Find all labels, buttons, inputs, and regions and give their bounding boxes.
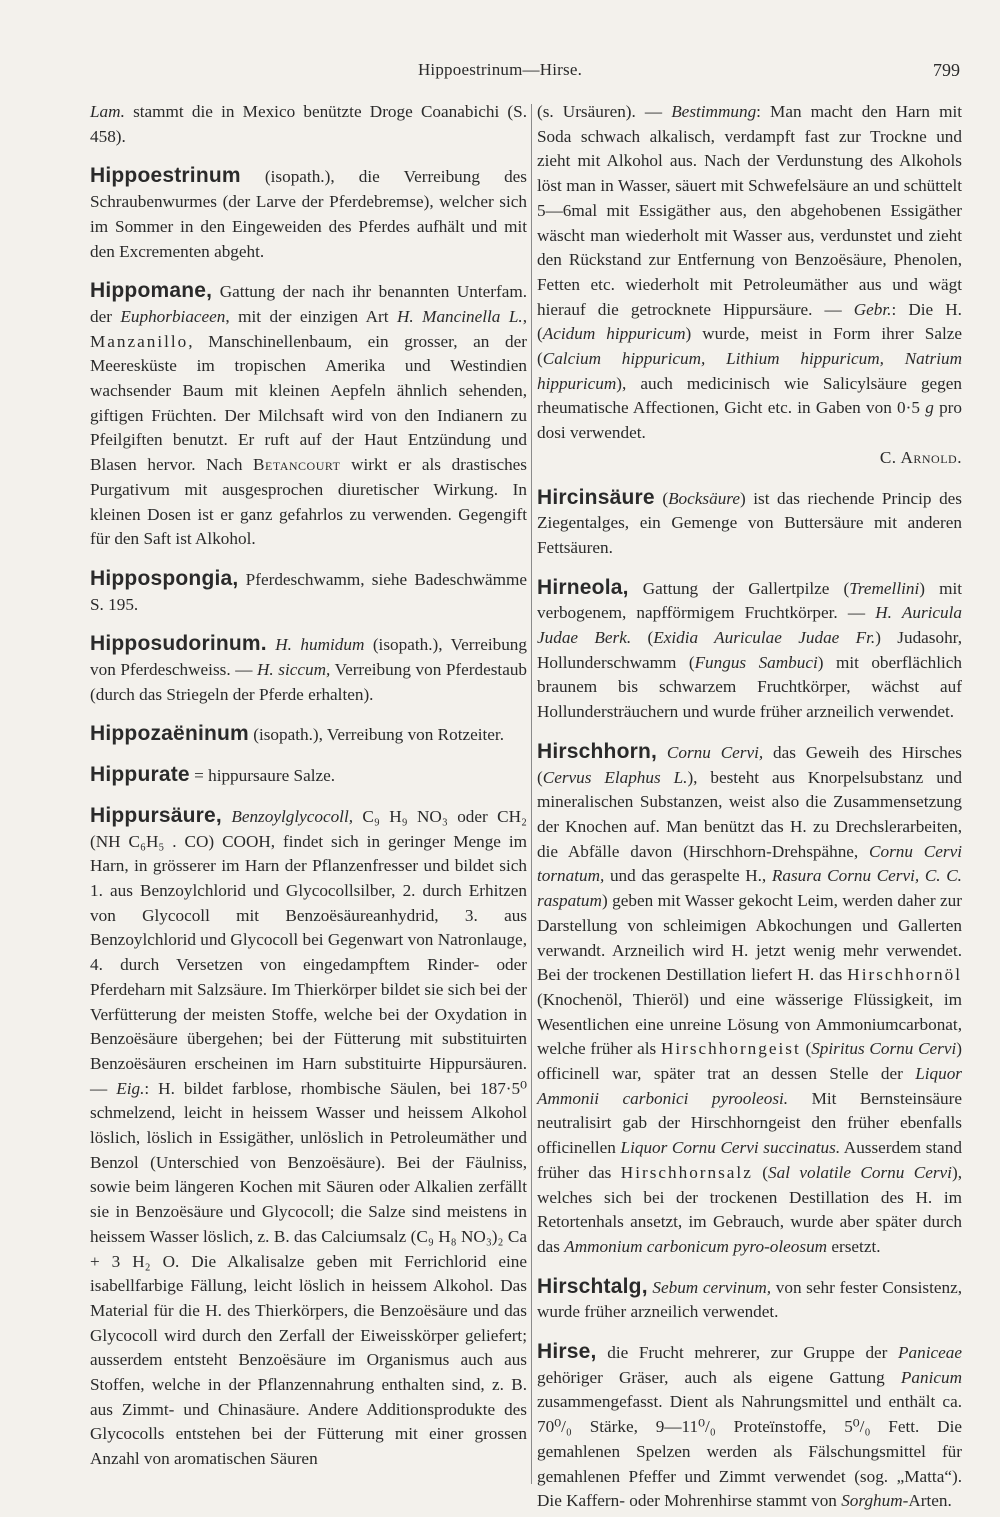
entry-hippomane: Hippomane, Gattung der nach ihr benannten Unterfam. der Euphorbiaceen, mit der einzigen Art H. Mancinella L., Manzanillo, Manschinellenbaum, ein grosser, an der Meeresküste im tropischen Amerika und Westindien wachsender Baum mit kleinen Aepfeln ähnlich sehenden, giftigen Früchten. Der Milchsaft wird von den Indianern zu Pfeilgiften benutzt. Er ruft auf der Haut Entzündung und Blasen hervor. Nach Betancourt wirkt er als drastisches Purgativum mit ausgesprochen diuretischer Wirkung. In kleinen Dosen ist er ganz gefahrlos zu verwenden. Gegengift für den Saft ist Alkohol. — [90, 279, 527, 549]
headword: Hippospongia, — [90, 566, 239, 590]
headword: Hippozaëninum — [90, 722, 249, 746]
entry-hircinsaeure: Hircinsäure (Bocksäure) ist das riechende Princip des Ziegentalges, ein Gemenge von Buttersäure mit anderen Fettsäuren. — [537, 485, 962, 557]
headword: Hippursäure, — [90, 803, 222, 827]
headword: Hippoestrinum — [90, 164, 241, 188]
entry-hipposudorinum: Hipposudorinum. H. humidum (isopath.), Verreibung von Pferdeschweiss. — H. siccum, Verreibung von Pferdestaub (durch das Striegeln der Pferde erhalten). — [90, 632, 528, 704]
entry-hippursaeure: Hippursäure, Benzoylglycocoll, C₉ H₉ NO₃ oder CH₂ (NH C₆H₅ . CO) COOH, findet sich in geringer Menge im Harn, in grösserer im Harn der Pflanzenfresser und bildet sich 1. aus Benzoylchlorid und Glycocollsilber, 2. durch Erhitzen von Glycocoll mit Benzoësäureanhydrid, 3. aus Benzoylchlorid und Glycocoll bei Gegenwart von Natronlauge, 4. durch Versetzen von eingedampftem Rinder- oder Pferdeharn mit Salzsäure. Im Thierkörper bildet sie sich bei der Verfütterung der meisten Stoffe, welche bei der Oxydation in Benzoësäure übergehen; bei der Fütterung mit substituirten Benzoësäuren erscheinen im Harn substituirte Hippursäuren. — Eig.: H. bildet farblose, rhombische Säulen, bei 187·5⁰ schmelzend, leicht in heissem Wasser und heissem Alkohol löslich, löslich in Essigäther, unlöslich in Petroleumäther und Benzol (Unterschied von Benzoësäure). Bei der Fäulniss, sowie beim längeren Kochen mit Säuren oder Alkalien zerfällt sie in Benzoësäure und Glycocoll; die Salze sind meistens in heissem Wasser löslich, z. B. das Calciumsalz (C₉ H₈ NO₃)₂ Ca + 3 H₂ O. Die Alkalisalze geben mit Ferrichlorid eine isabellfarbige Fällung, leicht löslich in heissem Alkohol. Das Material für die H. des Thierkörpers, die Benzoësäure und das Glycocoll wird durch den Zerfall der Eiweisskörper geliefert; ausserdem entsteht Benzoësäure im Organismus auch aus Stoffen, welche in der Pflanzennahrung enthalten sind, z. B. aus Zimmt- und Chinasäure. Andere Additionsprodukte des Glycocolls entstehen bei der Fütterung mit einer grossen Anzahl von aromatischen Säuren — [90, 803, 528, 1469]
entry-hippospongia: Hippospongia, Pferdeschwamm, siehe Badeschwämme S. 195. — [90, 566, 527, 614]
left-column — [90, 100, 527, 1472]
page-header — [0, 60, 1000, 86]
headword: Hippurate — [90, 763, 190, 787]
entry-hippurate: Hippurate = hippursaure Salze. — [90, 763, 336, 787]
entry-hirschhorn: Hirschhorn, Cornu Cervi, das Geweih des Hirsches (Cervus Elaphus L.), besteht aus Knorpelsubstanz und mineralischen Substanzen, weist also die Zusammensetzung der Knochen auf. Man benützt das H. zu Drechslerarbeiten, die Abfälle davon (Hirschhorn-Drehspähne, Cornu Cervi tornatum, und das geraspelte H., Rasura Cornu Cervi, C. C. raspatum) geben mit Wasser gekocht Leim, werden daher zur Darstellung von schleimigen Abkochungen und Gallerten verwandt. Arzneilich wird H. jetzt wenig mehr verwendet. Bei der trockenen Destillation liefert H. das Hirschhornöl (Knochenöl, Thieröl) und eine wässerige Flüssigkeit, im Wesentlichen eine unreine Lösung von Ammoniumcarbonat, welche früher als Hirschhorngeist (Spiritus Cornu Cervi) officinell war, später trat an dessen Stelle der Liquor Ammonii carbonici pyrooleosi. Mit Bernsteinsäure neutralisirt gab der Hirschhorngeist den früher ebenfalls officinellen Liquor Cornu Cervi succinatus. Ausserdem stand früher das Hirschhornsalz (Sal volatile Cornu Cervi), welches sich bei der trockenen Destillation des H. im Retortenhals ansetzt, im Gebrauch, wurde aber später durch das Ammonium carbonicum pyro-oleosum ersetzt. — [537, 739, 962, 1256]
headword: Hirse, — [537, 1340, 597, 1364]
entry-hirneola: Hirneola, Gattung der Gallertpilze (Tremellini) mit verbogenem, napfförmigem Fruchtkörper. — H. Auricula Judae Berk. (Exidia Auriculae Judae Fr.) Judasohr, Hollunderschwamm (Fungus Sambuci) mit oberflächlich braunem bis schwarzem Fruchtkörper, wächst auf Hollundersträuchern und wurde früher arzneilich verwendet. — [537, 575, 963, 722]
headword: Hipposudorinum. — [90, 632, 267, 656]
entry-hirschtalg: Hirschtalg, Sebum cervinum, von sehr fester Consistenz, wurde früher arzneilich verwendet. — [537, 1274, 963, 1322]
page-number: 799 — [933, 60, 960, 80]
headword: Hircinsäure — [537, 485, 655, 509]
headword: Hippomane, — [90, 279, 213, 303]
column-divider — [531, 104, 532, 1484]
headword: Hirschtalg, — [537, 1274, 648, 1298]
entry-hippursaeure-continuation: (s. Ursäuren). — Bestimmung: Man macht den Harn mit Soda schwach alkalisch, verdampft fast zur Trockne und zieht mit Alkohol aus. Nach der Verdunstung des Alkohols löst man in Wasser, säuert mit Schwefelsäure an und schüttelt 5—6mal mit Essigäther aus, den abgehobenen Essigäther wäscht man wiederholt mit Wasser aus, verdunstet und zieht den Rückstand zur Entfernung von Benzoësäure, Phenolen, Fetten etc. wiederholt mit Petroleumäther aus und wägt hierauf die getrocknete Hippursäure. — Gebr.: Die H. (Acidum hippuricum) wurde, meist in Form ihrer Salze (Calcium hippuricum, Lithium hippuricum, Natrium hippuricum), auch medicinisch wie Salicylsäure gegen rheumatische Affectionen, Gicht etc. in Gaben von 0·5 g pro dosi verwendet. C. Arnold. — [537, 100, 962, 471]
entry-intro-continuation: Lam. stammt die in Mexico benützte Droge Coanabichi (S. 458). — [90, 102, 527, 146]
chemical-formula: C₉ H₉ NO₃ oder CH₂ (NH C₆H₅ . CO) COOH, — [90, 806, 528, 851]
entry-hirse: Hirse, die Frucht mehrerer, zur Gruppe der Paniceae gehöriger Gräser, auch als eigene Gattung Panicum zusammengefasst. Dient als Nahrungsmittel und enthält ca. 70⁰/₀ Stärke, 9—11⁰/₀ Proteïnstoffe, 5⁰/₀ Fett. Die gemahlenen Spelzen werden als Fälschungsmittel für gemahlenen Pfeffer und Zimmt verwendet (sog. „Matta“). Die Kaffern- oder Mohrenhirse stammt von Sorghum-Arten. — [537, 1340, 962, 1511]
headword: Hirneola, — [537, 575, 629, 599]
running-title: Hippoestrinum—Hirse. — [417, 60, 583, 79]
author-signature: C. Arnold. — [879, 447, 962, 467]
entry-hippozaeninum: Hippozaëninum (isopath.), Verreibung von Rotzeiter. — [90, 722, 504, 746]
right-column — [537, 100, 962, 1514]
headword: Hirschhorn, — [537, 739, 658, 763]
entry-hippoestrinum: Hippoestrinum (isopath.), die Verreibung des Schraubenwurmes (der Larve der Pferdebremse), welcher sich im Sommer in den Eingeweiden des Pferdes aufhält und mit den Excrementen abgeht. — [90, 164, 527, 261]
